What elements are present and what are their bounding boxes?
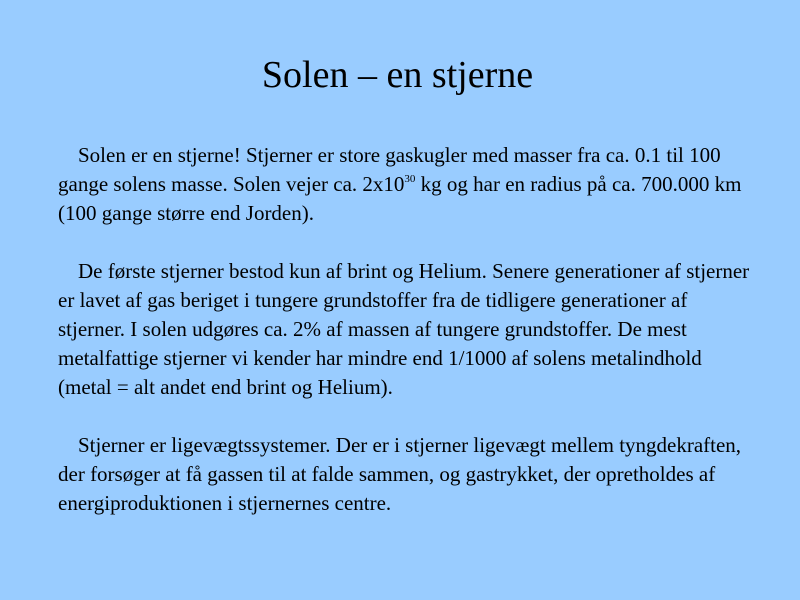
exponent: 30 [404, 173, 416, 185]
slide-body [58, 141, 758, 518]
paragraph-spacer [58, 402, 758, 431]
paragraph-equilibrium: Stjerner er ligevægtssystemer. Der er i stjerner ligevægt mellem tyngdekraften, der forsøger at få gassen til at falde sammen, og gastrykket, der opretholdes af energiproduktionen i stjernernes centre. [58, 433, 742, 515]
paragraph-sun-is-star [58, 141, 758, 228]
paragraph-first-stars: De første stjerner bestod kun af brint og Helium. Senere generationer af stjerner er lavet af gas beriget i tungere grundstoffer fra de tidligere generationer af stjerner. I solen udgøres ca. 2% af massen af tungere grundstoffer. De mest metalfattige stjerner vi kender har mindre end 1/1000 af solens metalindhold (metal = alt andet end brint og Helium). [58, 259, 750, 399]
paragraph-1-text-b: kg og har en radius på ca. 700.000 km (100 gange større end Jorden). [58, 172, 742, 225]
slide-title: Solen – en stjerne [261, 54, 534, 96]
paragraph-1-text-a: Solen er en stjerne! Stjerner er store gaskugler med masser fra ca. 0.1 til 100 gange solens masse. Solen vejer ca. 2x10 [58, 143, 721, 196]
paragraph-spacer [58, 228, 758, 257]
